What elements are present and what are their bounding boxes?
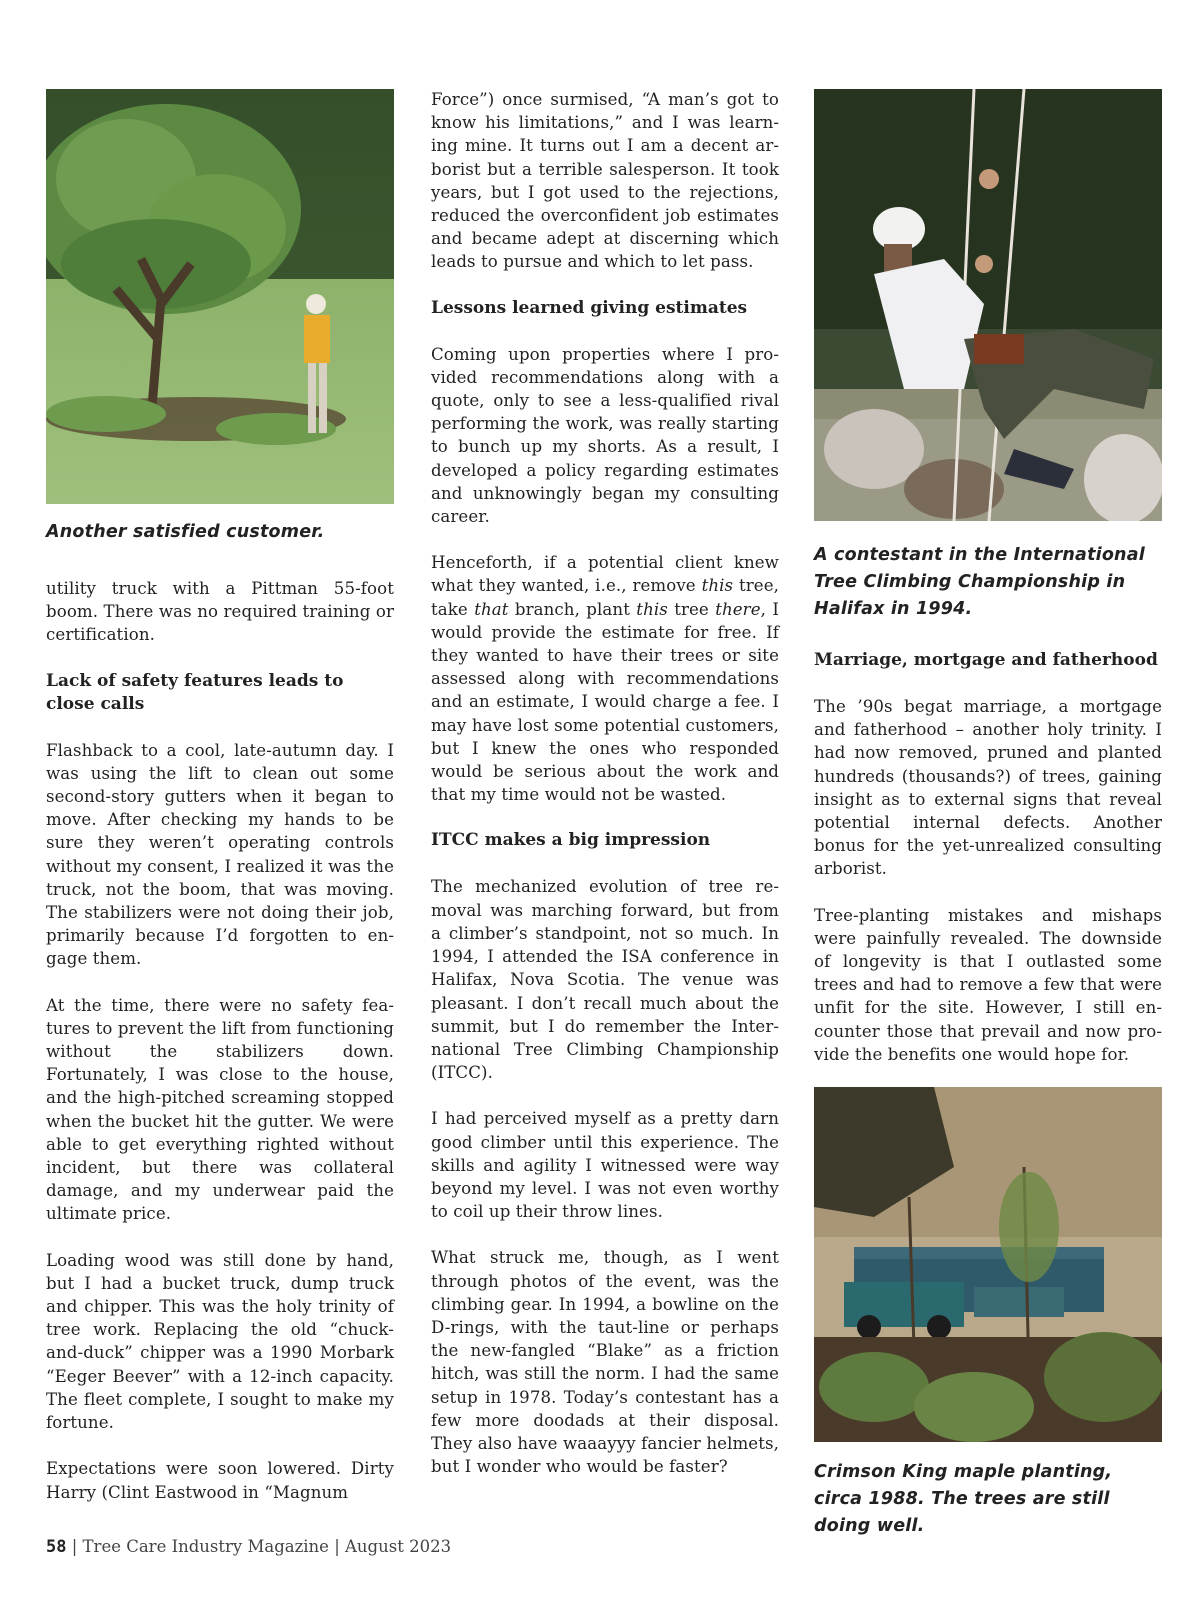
caption-maple: Crimson King maple planting, circa 1988. The trees are still doing well. (814, 1462, 1113, 1537)
paragraph: I had perceived myself as a pretty darn good climber until this experience. The skills and agility I witnessed were way beyond my level. I was not even worthy to coil up their throw lines. (431, 1109, 779, 1222)
paragraph: Tree-planting mistakes and mishaps were painfully revealed. The downside of longevity is that I outlasted some trees and had to remove a few that were unfit for the site. However, I still encounter those that prevail and now provide the benefits one would hope for. (814, 905, 1162, 1064)
paragraph: Expectations were soon lowered. Dirty Harry (Clint Eastwood in “Magnum (46, 1459, 394, 1502)
paragraph: What struck me, though, as I went through photos of the event, was the climbing gear. In 1994, a bowline on the D-rings, with the taut-line or perhaps the new-fangled “Blake” as a friction hitch, was still the norm. I had the same setup in 1978. Today’s contestant has a few more doodads at their disposal. They also have waaayyy fancier helmets, but I wonder who would be faster? (431, 1248, 779, 1477)
photo-climber (814, 89, 1162, 521)
subheading-itcc: ITCC makes a big impression (431, 830, 711, 851)
subheading-marriage: Marriage, mortgage and fatherhood (814, 650, 1158, 670)
paragraph: Henceforth, if a potential client knew what they wanted, i.e., remove this tree, take that branch, plant this tree there, I would provide the estimate for free. If they wanted to have their trees or site assessed along with recommendations and an estimate, I would charge a fee. I may have lost some potential customers, but I knew the ones who responded would be serious about the work and that my time would not be wasted. (431, 553, 780, 805)
subheading-estimates: Lessons learned giving estimates (431, 297, 748, 318)
caption-climber: A contestant in the International Tree Climbing Championship in Halifax in 1994. (814, 545, 1145, 619)
paragraph: Force”) once surmised, “A man’s got to know his limitations,” and I was learning mine. It turns out I am a decent arborist but a terrible salesperson. It took years, but I got used to the rejections, reduced the overconfident job estimates and became adept at discerning which leads to pursue and which to let pass. (431, 90, 779, 272)
photo-customer-image (46, 89, 394, 504)
paragraph: Loading wood was still done by hand, but I had a bucket truck, dump truck and chipper. This was the holy trinity of tree work. Replacing the old “chuck-and-duck” chipper was a 1990 Morbark “Eeger Beever” with a 12-inch capacity. The fleet complete, I sought to make my fortune. (46, 1250, 394, 1433)
page-footer: 58 | Tree Care Industry Magazine | August 2023 (46, 1537, 452, 1557)
column-left (46, 89, 394, 1504)
photo-maple-planting (814, 1087, 1162, 1442)
issue-date: August 2023 (345, 1537, 452, 1556)
subheading-safety: Lack of safety features leads to close calls (46, 670, 344, 714)
photo-climber-image (814, 89, 1162, 521)
page-number: 58 (46, 1537, 67, 1557)
column-middle (431, 88, 779, 1478)
paragraph: The mechanized evolution of tree removal was marching forward, but from a climber’s standpoint, not so much. In 1994, I attended the ISA conference in Halifax, Nova Scotia. The venue was pleasant. I don’t recall much about the summit, but I do remember the International Tree Climbing Championship (ITCC). (431, 877, 779, 1083)
paragraph: Coming upon properties where I provided recommendations along with a quote, only to see a less-qualified rival performing the work, was really starting to bunch up my shorts. As a result, I developed a policy regarding estimates and unknowingly began my consulting career. (431, 344, 779, 527)
paragraph: The ’90s begat marriage, a mortgage and fatherhood – another holy trinity. I had now removed, pruned and planted hundreds (thousands?) of trees, gaining insight as to external signs that reveal potential internal defects. Another bonus for the yet-unrealized consulting arborist. (814, 697, 1162, 879)
paragraph: At the time, there were no safety features to prevent the lift from functioning without the stabilizers down. Fortunately, I was close to the house, and the high-pitched screaming stopped when the bucket hit the gutter. We were able to get everything righted without incident, but there was collateral damage, and my underwear paid the ultimate price. (46, 995, 394, 1224)
paragraph: Flashback to a cool, late-autumn day. I was using the lift to clean out some second-story gutters when it began to move. After checking my hands to be sure they weren’t operating controls without my consent, I realized it was the truck, not the boom, that was moving. The stabilizers were not doing their job, primarily because I’d forgotten to engage them. (46, 740, 394, 969)
caption-customer: Another satisfied customer. (46, 522, 325, 542)
photo-maple-planting-image (814, 1087, 1162, 1442)
paragraph: utility truck with a Pittman 55-foot boom. There was no required training or certification. (46, 579, 394, 645)
photo-customer (46, 89, 394, 504)
magazine-name: Tree Care Industry Magazine (82, 1537, 329, 1556)
column-right (814, 89, 1162, 1540)
